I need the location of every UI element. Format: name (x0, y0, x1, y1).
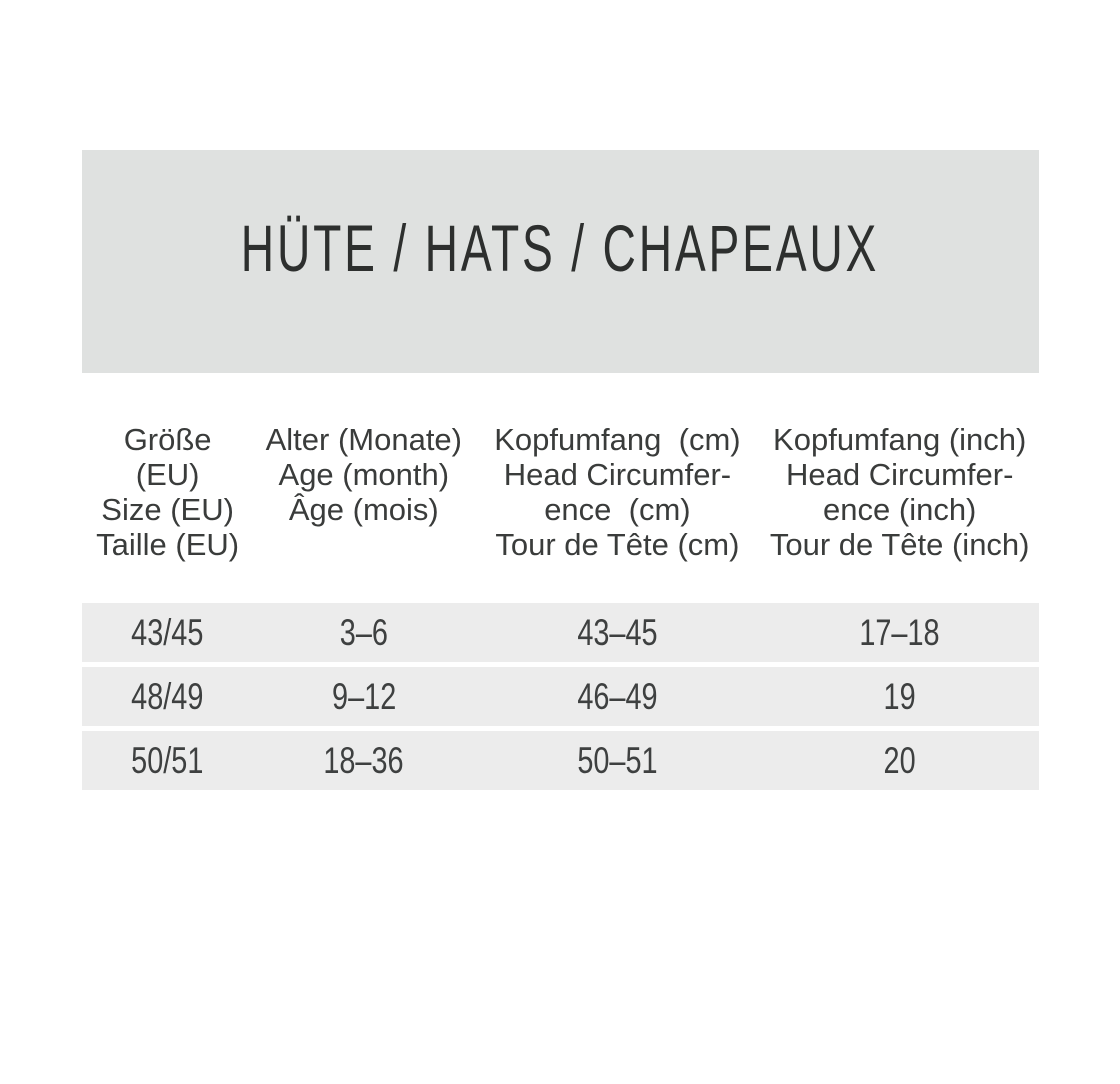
cell-value: 9–12 (331, 675, 396, 717)
cell-value: 50/51 (131, 739, 204, 781)
title-band (82, 150, 1039, 373)
cell-value: 3–6 (339, 611, 388, 653)
cell-size (82, 603, 254, 662)
header-line: Kopfumfang (cm) (494, 422, 741, 457)
column-header-head-circumference-inch (761, 422, 1039, 562)
header-line: Head Circumfer- (786, 457, 1014, 492)
cell-value: 48/49 (131, 675, 204, 717)
page-title: HÜTE / HATS / CHAPEAUX (240, 210, 880, 285)
header-line: Taille (EU) (96, 527, 240, 562)
column-header-head-circumference-cm (474, 422, 761, 562)
cell-circumference-cm (474, 603, 761, 662)
cell-size (82, 667, 254, 726)
header-line: Größe (123, 422, 212, 457)
header-line: Âge (mois) (288, 492, 439, 527)
header-line: Age (month) (278, 457, 450, 492)
size-table (82, 422, 1039, 790)
cell-circumference-inch (761, 667, 1039, 726)
cell-age (254, 603, 474, 662)
table-row (82, 603, 1039, 662)
header-line: Size (EU) (101, 492, 234, 527)
header-line: (EU) (135, 457, 200, 492)
cell-size (82, 731, 254, 790)
cell-value: 43/45 (131, 611, 204, 653)
table-row (82, 731, 1039, 790)
cell-value: 46–49 (577, 675, 658, 717)
column-header-size-eu (82, 422, 254, 562)
cell-circumference-cm (474, 667, 761, 726)
cell-circumference-cm (474, 731, 761, 790)
header-line: ence (inch) (823, 492, 977, 527)
header-line: Alter (Monate) (265, 422, 462, 457)
size-chart-page (0, 150, 1120, 1084)
cell-circumference-inch (761, 731, 1039, 790)
header-line: Kopfumfang (inch) (773, 422, 1027, 457)
cell-age (254, 667, 474, 726)
cell-value: 18–36 (323, 739, 404, 781)
cell-value: 17–18 (859, 611, 940, 653)
cell-value: 20 (883, 739, 916, 781)
cell-age (254, 731, 474, 790)
cell-value: 50–51 (577, 739, 658, 781)
header-line: ence (cm) (544, 492, 691, 527)
header-line: Tour de Tête (cm) (495, 527, 740, 562)
cell-value: 43–45 (577, 611, 658, 653)
column-header-age-months (254, 422, 474, 527)
table-header-row (82, 422, 1039, 562)
header-line: Head Circumfer- (503, 457, 732, 492)
table-row (82, 667, 1039, 726)
cell-value: 19 (883, 675, 916, 717)
header-line: Tour de Tête (inch) (769, 527, 1030, 562)
cell-circumference-inch (761, 603, 1039, 662)
